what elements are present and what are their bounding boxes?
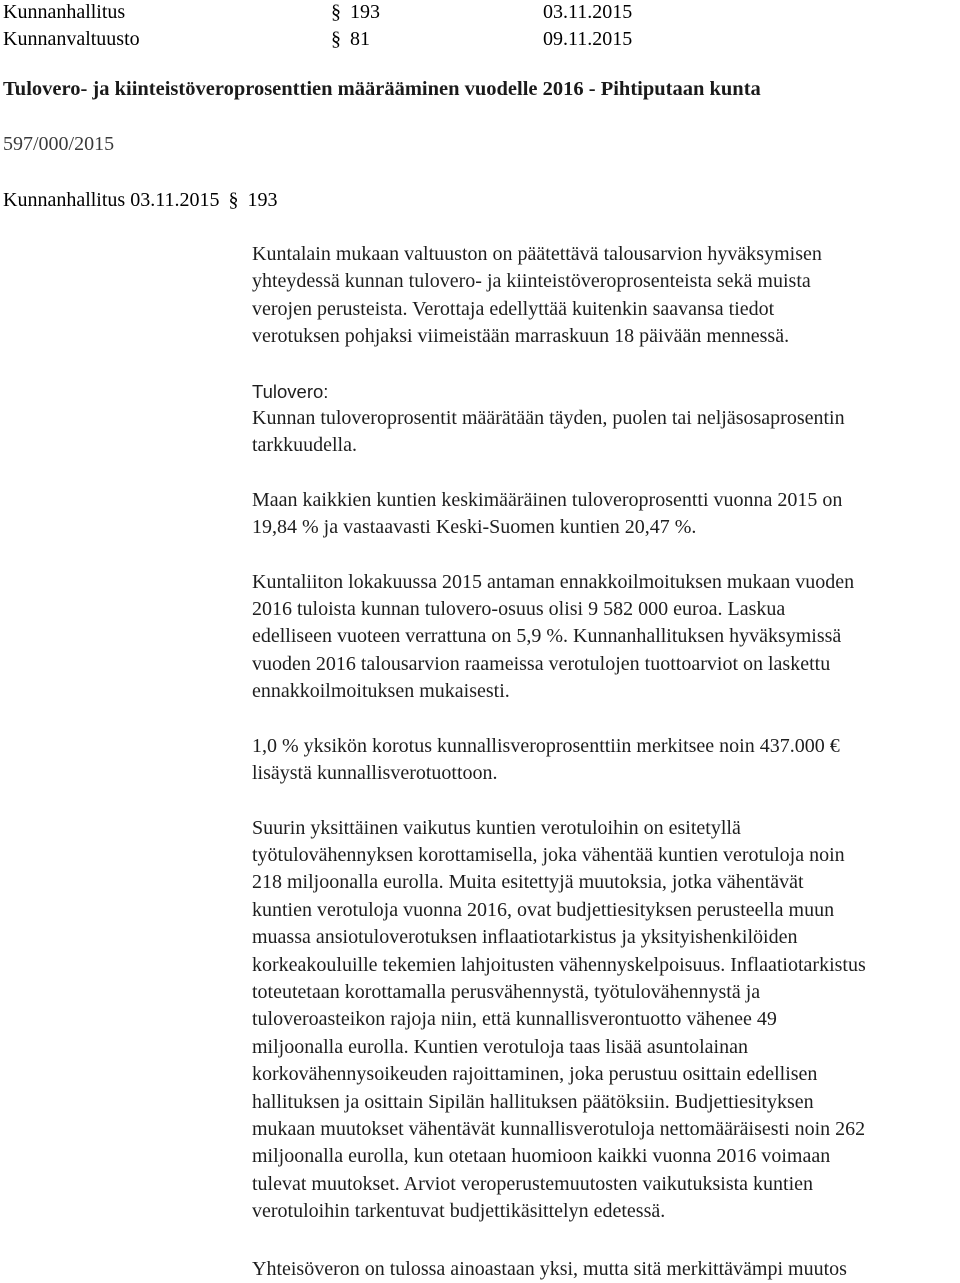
header-section [327,0,380,24]
paragraph-precision: Kunnan tuloveroprosentit määrätään täyden, puolen tai neljäsosaprosentin tarkkuudella. [252,407,845,457]
meeting-reference [3,189,277,212]
header-section-number: 193 [350,1,380,23]
header-section-number: 81 [350,28,370,50]
meeting-section-number: 193 [247,189,278,211]
paragraph-forecast: Kuntaliiton lokakuussa 2015 antaman ennakkoilmoituksen mukaan vuoden 2016 tuloista kunnan tulovero-osuus olisi 9 582 000 euroa. Laskua edelliseen vuoteen verrattuna on 5,9 %. Kunnanhallituksen hyväksymissä vuoden 2016 talousarvion raameissa verotulojen tuottoarviot on laskettu ennakkoilmoituksen mukaisesti. [252,570,855,703]
document-body [252,241,960,1283]
header-body-name: Kunnanvaltuusto [3,28,140,50]
paragraph-legal-basis: Kuntalain mukaan valtuuston on päätettävä talousarvion hyväksymisen yhteydessä kunnan tulovero- ja kiinteistöveroprosenteista sekä muista verojen perusteista. Verottaja edellyttää kuitenkin saavansa tiedot verotuksen pohjaksi viimeistään marraskuun 18 päivään mennessä. [252,243,822,348]
document-title: Tulovero- ja kiinteistöveroprosenttien määrääminen vuodelle 2016 - Pihtiputaan kunta [3,78,761,100]
section-icon: § [228,189,239,211]
section-icon: § [331,1,341,23]
section-label-tulovero: Tulovero: [252,380,329,402]
header-date: 03.11.2015 [543,1,633,23]
section-icon: § [331,28,341,50]
header-body-name: Kunnanhallitus [3,1,126,23]
paragraph-average-rate: Maan kaikkien kuntien keskimääräinen tuloveroprosentti vuonna 2015 on 19,84 % ja vastaavasti Keski-Suomen kuntien 20,47 %. [252,488,843,539]
paragraph-budget-changes: Suurin yksittäinen vaikutus kuntien verotuloihin on esitetyllä työtulovähennyksen korottamisella, joka vähentää kuntien verotuloja noin 218 miljoonalla eurolla. Muita esitettyjä muutoksia, jotka vähentävät kuntien verotuloja vuonna 2016, ovat budjettiesityksen perusteella muun muassa ansiotuloverotuksen inflaatiotarkistus ja yksityishenkilöiden korkeakouluille tekemien lahjoitusten vähennyskelpoisuus. Inflaatiotarkistus toteutetaan korottamalla perusvähennystä, työtulovähennystä ja tuloveroasteikon rajoja niin, että kunnallisverontuotto vähenee 49 miljoonalla eurolla. Kuntien verotuloja taas lisää asuntolainan korkovähennysoikeuden rajoittaminen, joka perustuu osittain edellisen hallituksen ja osittain Sipilän hallituksen päätöksiin. Budjettiesityksen mukaan muutokset vähentävät kunnallisverotuloja nettomääräisesti noin 262 miljoonalla eurolla, kun otetaan huomioon kaikki vuonna 2016 voimaan tulevat muutokset. Arviot veroperustemuutosten vaikutuksista kuntien verotuloihin tarkentuvat budjettikäsittelyn edetessä. [252,816,866,1223]
header-date: 09.11.2015 [543,28,633,50]
meeting-body: Kunnanhallitus [3,189,126,211]
header-section [327,27,370,51]
meeting-date: 03.11.2015 [130,189,220,211]
paragraph-corporate-tax: Yhteisöveron on tulossa ainoastaan yksi, mutta sitä merkittävämpi muutos [252,1257,847,1280]
diary-number: 597/000/2015 [3,133,115,155]
paragraph-tulovero [252,378,960,460]
paragraph-increase-effect: 1,0 % yksikön korotus kunnallisveroprosenttiin merkitsee noin 437.000 € lisäystä kunnallisverotuottoon. [252,734,840,785]
